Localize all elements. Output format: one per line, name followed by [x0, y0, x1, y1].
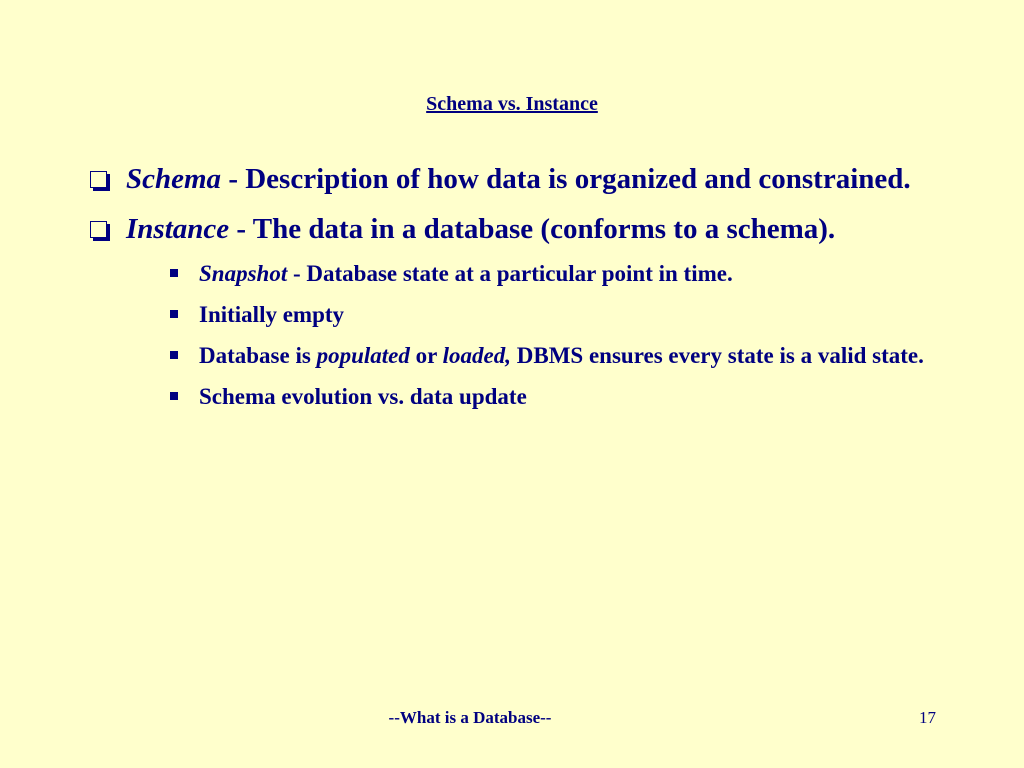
filled-square-bullet-icon — [170, 392, 178, 400]
filled-square-bullet-icon — [170, 269, 178, 277]
sub-bullet-text-post: DBMS ensures every state is a valid state. — [511, 343, 924, 368]
sub-bullet-snapshot — [166, 257, 958, 290]
filled-square-bullet-icon — [170, 310, 178, 318]
bullet-instance — [88, 210, 958, 413]
footer-title: --What is a Database-- — [388, 708, 552, 727]
sub-bullet-initially-empty — [166, 298, 958, 331]
sub-bullet-em-populated: populated — [316, 343, 410, 368]
hollow-square-bullet-icon — [90, 171, 107, 188]
sub-bullet-text: Schema evolution vs. data update — [199, 384, 527, 409]
sub-bullet-list — [138, 257, 958, 413]
sub-bullet-term: Snapshot — [199, 261, 288, 286]
bullet-text: - The data in a database (conforms to a schema). — [229, 213, 836, 245]
sub-bullet-text-pre: Database is — [199, 343, 317, 368]
page-number: 17 — [919, 708, 936, 727]
sub-bullet-text-mid: or — [409, 343, 443, 368]
sub-bullet-text: Initially empty — [199, 302, 345, 327]
sub-bullet-populated — [166, 339, 958, 372]
sub-bullet-em-loaded: loaded, — [442, 343, 511, 368]
bullet-term: Schema — [126, 163, 222, 195]
sub-bullet-schema-evolution — [166, 380, 958, 413]
sub-bullet-text: - Database state at a particular point in time. — [287, 261, 733, 286]
bullet-schema — [88, 160, 958, 199]
bullet-term: Instance — [126, 213, 230, 245]
filled-square-bullet-icon — [170, 351, 178, 359]
bullet-list — [88, 160, 958, 424]
hollow-square-bullet-icon — [90, 221, 107, 238]
slide-title: Schema vs. Instance — [426, 93, 598, 115]
bullet-text: - Description of how data is organized and constrained. — [221, 163, 911, 195]
